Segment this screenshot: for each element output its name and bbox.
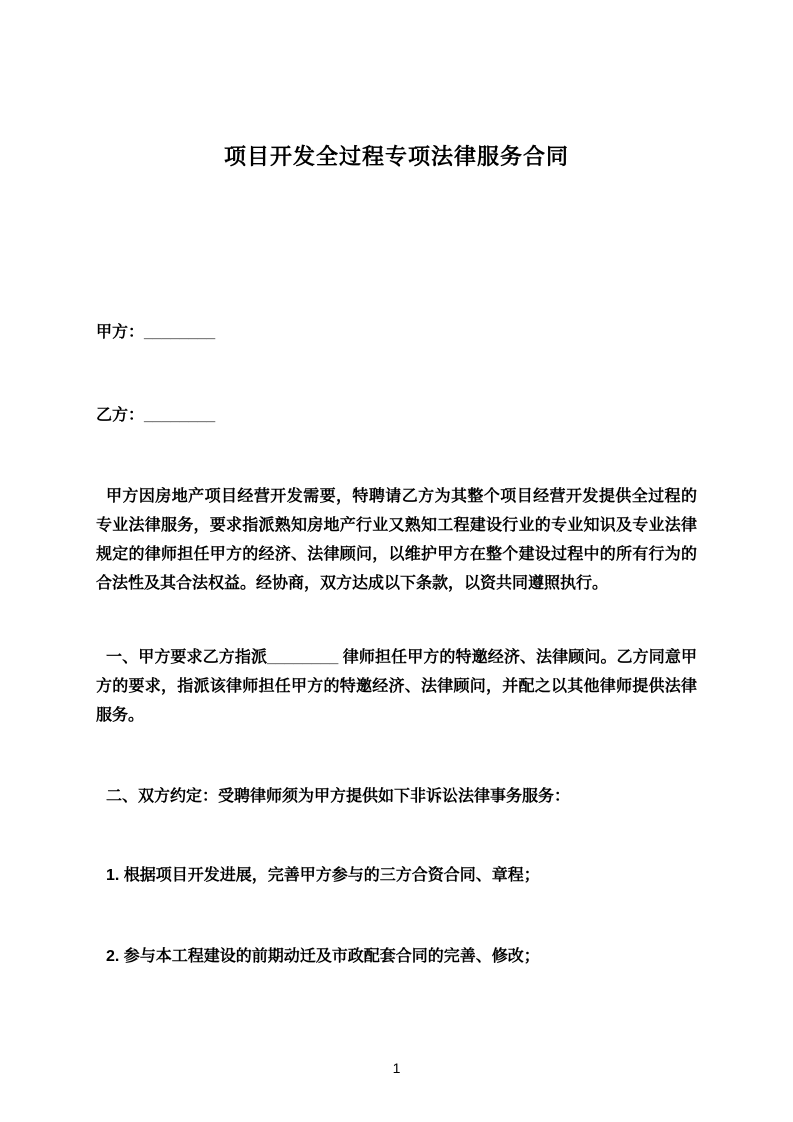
clause-one-pre: 一、甲方要求乙方指派 [106, 649, 268, 666]
party-a-label: 甲方： [96, 324, 145, 341]
intro-paragraph: 甲方因房地产项目经营开发需要，特聘请乙方为其整个项目经营开发提供全过程的专业法律服务，要求指派熟知房地产行业又熟知工程建设行业的专业知识及专业法律规定的律师担任甲方的经济、法律顾问，以维护甲方在整个建设过程中的所有行为的合法性及其合法权益。经协商，双方达成以下条款，以资共同遵照执行。 [96, 488, 697, 592]
page-number: 1 [392, 1060, 401, 1076]
list-item: 1. 根据项目开发进展，完善甲方参与的三方合资合同、章程； [106, 867, 540, 884]
list-item: 2. 参与本工程建设的前期动迁及市政配套合同的完善、修改； [106, 948, 540, 965]
party-a-line [96, 322, 697, 344]
party-b-label: 乙方： [96, 407, 145, 424]
clause-two-paragraph: 二、双方约定：受聘律师须为甲方提供如下非诉讼法律事务服务： [106, 788, 571, 805]
document-title: 项目开发全过程专项法律服务合同 [223, 144, 569, 169]
clause-one-blank: ________ [267, 649, 339, 666]
party-a-blank: ________ [144, 324, 216, 341]
party-b-line [96, 405, 697, 427]
clause-one-post: 律师担任甲方的特邀经济、法律顾问。乙方同意甲方的要求，指派该律师担任甲方的特邀经济、法律顾问，并配之以其他律师提供法律服务。 [96, 649, 697, 724]
clause-one-paragraph [96, 643, 697, 730]
party-b-blank: ________ [144, 407, 216, 424]
